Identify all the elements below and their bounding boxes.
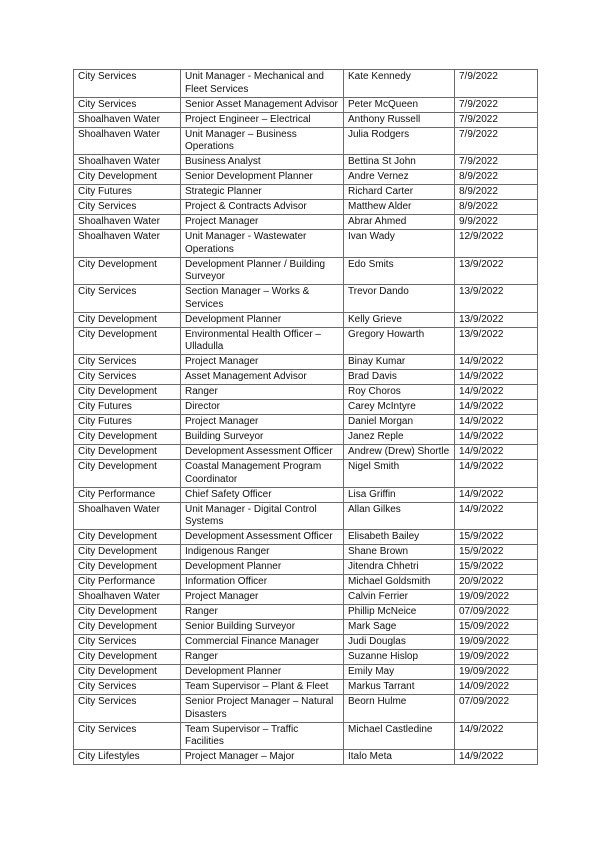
- directorate-cell: City Development: [74, 545, 181, 560]
- name-cell: Janez Reple: [344, 430, 455, 445]
- table-row: [74, 487, 538, 502]
- name-cell: Allan Gilkes: [344, 502, 455, 530]
- name-cell: Julia Rodgers: [344, 127, 455, 155]
- directorate-cell: Shoalhaven Water: [74, 155, 181, 170]
- name-cell: Markus Tarrant: [344, 680, 455, 695]
- name-cell: Roy Choros: [344, 385, 455, 400]
- name-cell: Andrew (Drew) Shortle: [344, 445, 455, 460]
- table-row: [74, 215, 538, 230]
- directorate-cell: City Services: [74, 355, 181, 370]
- position-cell: Building Surveyor: [181, 430, 344, 445]
- table-row: [74, 530, 538, 545]
- date-cell: 14/9/2022: [455, 430, 538, 445]
- table-row: [74, 750, 538, 765]
- name-cell: Ivan Wady: [344, 230, 455, 258]
- name-cell: Daniel Morgan: [344, 415, 455, 430]
- directorate-cell: City Services: [74, 695, 181, 723]
- date-cell: 14/9/2022: [455, 460, 538, 488]
- table-row: [74, 327, 538, 355]
- date-cell: 19/09/2022: [455, 650, 538, 665]
- table-row: [74, 695, 538, 723]
- date-cell: 8/9/2022: [455, 200, 538, 215]
- table-row: [74, 680, 538, 695]
- table-row: [74, 460, 538, 488]
- name-cell: Phillip McNeice: [344, 605, 455, 620]
- staff-table-body: [74, 70, 538, 765]
- name-cell: Jitendra Chhetri: [344, 560, 455, 575]
- table-row: [74, 635, 538, 650]
- name-cell: Michael Castledine: [344, 722, 455, 750]
- directorate-cell: City Futures: [74, 185, 181, 200]
- table-row: [74, 230, 538, 258]
- date-cell: 13/9/2022: [455, 327, 538, 355]
- directorate-cell: City Development: [74, 327, 181, 355]
- position-cell: Senior Development Planner: [181, 170, 344, 185]
- position-cell: Ranger: [181, 385, 344, 400]
- table-row: [74, 370, 538, 385]
- position-cell: Asset Management Advisor: [181, 370, 344, 385]
- position-cell: Strategic Planner: [181, 185, 344, 200]
- position-cell: Development Assessment Officer: [181, 445, 344, 460]
- name-cell: Gregory Howarth: [344, 327, 455, 355]
- position-cell: Chief Safety Officer: [181, 487, 344, 502]
- date-cell: 14/9/2022: [455, 415, 538, 430]
- directorate-cell: City Development: [74, 665, 181, 680]
- table-row: [74, 355, 538, 370]
- position-cell: Business Analyst: [181, 155, 344, 170]
- name-cell: Binay Kumar: [344, 355, 455, 370]
- directorate-cell: Shoalhaven Water: [74, 127, 181, 155]
- name-cell: Judi Douglas: [344, 635, 455, 650]
- date-cell: 15/9/2022: [455, 545, 538, 560]
- directorate-cell: Shoalhaven Water: [74, 590, 181, 605]
- table-row: [74, 605, 538, 620]
- table-row: [74, 200, 538, 215]
- name-cell: Trevor Dando: [344, 285, 455, 313]
- directorate-cell: City Development: [74, 385, 181, 400]
- table-row: [74, 502, 538, 530]
- date-cell: 14/9/2022: [455, 370, 538, 385]
- directorate-cell: City Development: [74, 430, 181, 445]
- name-cell: Peter McQueen: [344, 97, 455, 112]
- directorate-cell: City Development: [74, 605, 181, 620]
- date-cell: 12/9/2022: [455, 230, 538, 258]
- position-cell: Environmental Health Officer – Ulladulla: [181, 327, 344, 355]
- directorate-cell: City Development: [74, 460, 181, 488]
- position-cell: Director: [181, 400, 344, 415]
- directorate-cell: City Development: [74, 257, 181, 285]
- name-cell: Beorn Hulme: [344, 695, 455, 723]
- name-cell: Calvin Ferrier: [344, 590, 455, 605]
- name-cell: Bettina St John: [344, 155, 455, 170]
- date-cell: 19/09/2022: [455, 590, 538, 605]
- directorate-cell: City Development: [74, 312, 181, 327]
- directorate-cell: City Development: [74, 560, 181, 575]
- date-cell: 07/09/2022: [455, 695, 538, 723]
- date-cell: 9/9/2022: [455, 215, 538, 230]
- position-cell: Senior Asset Management Advisor: [181, 97, 344, 112]
- date-cell: 13/9/2022: [455, 285, 538, 313]
- name-cell: Kelly Grieve: [344, 312, 455, 327]
- directorate-cell: City Development: [74, 530, 181, 545]
- position-cell: Unit Manager - Mechanical and Fleet Services: [181, 70, 344, 98]
- name-cell: Anthony Russell: [344, 112, 455, 127]
- date-cell: 13/9/2022: [455, 257, 538, 285]
- name-cell: Suzanne Hislop: [344, 650, 455, 665]
- table-row: [74, 722, 538, 750]
- date-cell: 14/9/2022: [455, 487, 538, 502]
- name-cell: Emily May: [344, 665, 455, 680]
- position-cell: Coastal Management Program Coordinator: [181, 460, 344, 488]
- table-row: [74, 312, 538, 327]
- directorate-cell: City Services: [74, 370, 181, 385]
- name-cell: Michael Goldsmith: [344, 575, 455, 590]
- position-cell: Project Manager: [181, 590, 344, 605]
- name-cell: Elisabeth Bailey: [344, 530, 455, 545]
- name-cell: Italo Meta: [344, 750, 455, 765]
- date-cell: 14/9/2022: [455, 385, 538, 400]
- date-cell: 15/9/2022: [455, 560, 538, 575]
- position-cell: Development Planner: [181, 312, 344, 327]
- table-row: [74, 650, 538, 665]
- directorate-cell: Shoalhaven Water: [74, 230, 181, 258]
- date-cell: 13/9/2022: [455, 312, 538, 327]
- table-row: [74, 257, 538, 285]
- date-cell: 7/9/2022: [455, 97, 538, 112]
- date-cell: 14/9/2022: [455, 750, 538, 765]
- table-row: [74, 620, 538, 635]
- date-cell: 7/9/2022: [455, 127, 538, 155]
- table-row: [74, 385, 538, 400]
- position-cell: Project Manager: [181, 415, 344, 430]
- directorate-cell: City Services: [74, 70, 181, 98]
- directorate-cell: Shoalhaven Water: [74, 112, 181, 127]
- date-cell: 7/9/2022: [455, 70, 538, 98]
- position-cell: Team Supervisor – Traffic Facilities: [181, 722, 344, 750]
- table-row: [74, 545, 538, 560]
- position-cell: Senior Project Manager – Natural Disasters: [181, 695, 344, 723]
- directorate-cell: City Services: [74, 97, 181, 112]
- position-cell: Ranger: [181, 605, 344, 620]
- position-cell: Unit Manager - Wastewater Operations: [181, 230, 344, 258]
- position-cell: Team Supervisor – Plant & Fleet: [181, 680, 344, 695]
- position-cell: Unit Manager – Business Operations: [181, 127, 344, 155]
- name-cell: Abrar Ahmed: [344, 215, 455, 230]
- position-cell: Project Engineer – Electrical: [181, 112, 344, 127]
- date-cell: 8/9/2022: [455, 185, 538, 200]
- directorate-cell: City Futures: [74, 400, 181, 415]
- date-cell: 15/09/2022: [455, 620, 538, 635]
- name-cell: Shane Brown: [344, 545, 455, 560]
- table-row: [74, 560, 538, 575]
- directorate-cell: City Services: [74, 722, 181, 750]
- position-cell: Senior Building Surveyor: [181, 620, 344, 635]
- name-cell: Kate Kennedy: [344, 70, 455, 98]
- name-cell: Mark Sage: [344, 620, 455, 635]
- table-row: [74, 97, 538, 112]
- table-row: [74, 285, 538, 313]
- table-row: [74, 112, 538, 127]
- directorate-cell: City Services: [74, 635, 181, 650]
- name-cell: Richard Carter: [344, 185, 455, 200]
- date-cell: 15/9/2022: [455, 530, 538, 545]
- position-cell: Project & Contracts Advisor: [181, 200, 344, 215]
- directorate-cell: City Development: [74, 650, 181, 665]
- directorate-cell: City Development: [74, 170, 181, 185]
- table-row: [74, 70, 538, 98]
- directorate-cell: City Services: [74, 680, 181, 695]
- table-row: [74, 415, 538, 430]
- position-cell: Project Manager: [181, 355, 344, 370]
- name-cell: Carey McIntyre: [344, 400, 455, 415]
- position-cell: Development Planner: [181, 665, 344, 680]
- directorate-cell: City Performance: [74, 575, 181, 590]
- name-cell: Edo Smits: [344, 257, 455, 285]
- name-cell: Lisa Griffin: [344, 487, 455, 502]
- directorate-cell: City Development: [74, 620, 181, 635]
- position-cell: Commercial Finance Manager: [181, 635, 344, 650]
- date-cell: 20/9/2022: [455, 575, 538, 590]
- position-cell: Unit Manager - Digital Control Systems: [181, 502, 344, 530]
- date-cell: 14/9/2022: [455, 445, 538, 460]
- directorate-cell: City Development: [74, 445, 181, 460]
- date-cell: 19/09/2022: [455, 635, 538, 650]
- staff-table: [73, 69, 538, 765]
- directorate-cell: City Services: [74, 200, 181, 215]
- date-cell: 14/9/2022: [455, 355, 538, 370]
- date-cell: 8/9/2022: [455, 170, 538, 185]
- table-row: [74, 170, 538, 185]
- date-cell: 14/09/2022: [455, 680, 538, 695]
- position-cell: Indigenous Ranger: [181, 545, 344, 560]
- table-row: [74, 445, 538, 460]
- directorate-cell: City Futures: [74, 415, 181, 430]
- date-cell: 7/9/2022: [455, 155, 538, 170]
- position-cell: Development Assessment Officer: [181, 530, 344, 545]
- date-cell: 14/9/2022: [455, 502, 538, 530]
- date-cell: 19/09/2022: [455, 665, 538, 680]
- name-cell: Andre Vernez: [344, 170, 455, 185]
- date-cell: 07/09/2022: [455, 605, 538, 620]
- position-cell: Information Officer: [181, 575, 344, 590]
- position-cell: Development Planner: [181, 560, 344, 575]
- name-cell: Nigel Smith: [344, 460, 455, 488]
- directorate-cell: Shoalhaven Water: [74, 215, 181, 230]
- table-row: [74, 185, 538, 200]
- directorate-cell: Shoalhaven Water: [74, 502, 181, 530]
- position-cell: Ranger: [181, 650, 344, 665]
- table-row: [74, 590, 538, 605]
- date-cell: 14/9/2022: [455, 722, 538, 750]
- position-cell: Development Planner / Building Surveyor: [181, 257, 344, 285]
- directorate-cell: City Services: [74, 285, 181, 313]
- table-row: [74, 665, 538, 680]
- directorate-cell: City Lifestyles: [74, 750, 181, 765]
- table-row: [74, 430, 538, 445]
- position-cell: Section Manager – Works & Services: [181, 285, 344, 313]
- date-cell: 14/9/2022: [455, 400, 538, 415]
- date-cell: 7/9/2022: [455, 112, 538, 127]
- position-cell: Project Manager: [181, 215, 344, 230]
- directorate-cell: City Performance: [74, 487, 181, 502]
- table-row: [74, 575, 538, 590]
- name-cell: Matthew Alder: [344, 200, 455, 215]
- name-cell: Brad Davis: [344, 370, 455, 385]
- position-cell: Project Manager – Major: [181, 750, 344, 765]
- table-row: [74, 155, 538, 170]
- table-row: [74, 127, 538, 155]
- table-row: [74, 400, 538, 415]
